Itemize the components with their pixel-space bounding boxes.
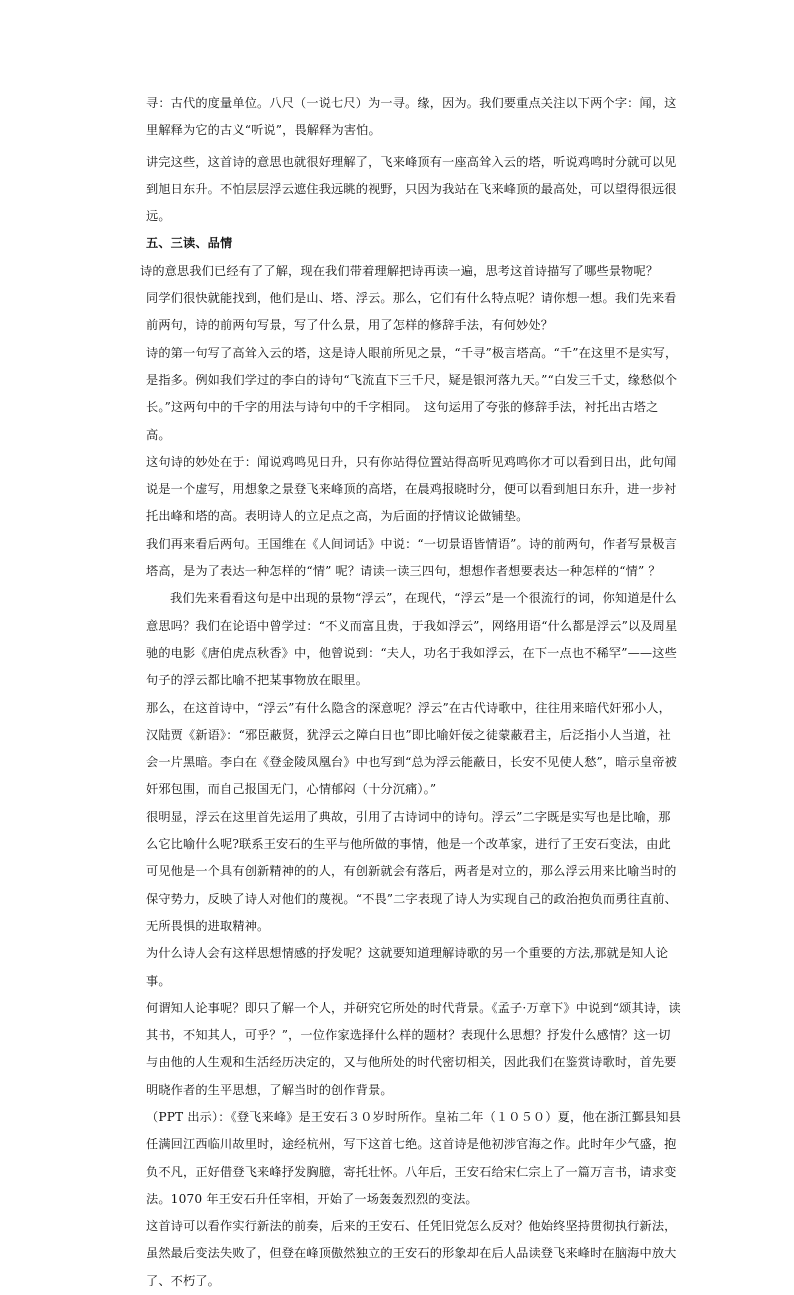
paragraph-wang-guowei: 我们再来看后两句。王国维在《人间词话》中说：“一切景语皆情语”。诗的前两句，作者写景极言塔高，是为了表达一种怎样的“情” 呢？请读一读三四句，想想作者想要表达一种怎样的“情” ？ bbox=[146, 536, 677, 579]
paragraph-meaning: 讲完这些，这首诗的意思也就很好理解了，飞来峰顶有一座高耸入云的塔，听说鸡鸣时分就可以见到旭日东升。不怕层层浮云遮住我远眺的视野，只因为我站在飞来峰顶的最高处，可以望得很远很远。 bbox=[146, 154, 677, 224]
paragraph-fuyun-ancient: 那么，在这首诗中，“浮云”有什么隐含的深意呢？浮云”在古代诗歌中，往往用来暗代奸邪小人，汉陆贾《新语》：“邪臣蔽贤，犹浮云之障白日也”即比喻奸佞之徒蒙蔽君主，后泛指小人当道，社会一片黑暗。李白在《登金陵凤凰台》中也写到“总为浮云能蔽日，长安不见使人愁”，暗示皇帝被奸邪包围，而自己报国无门，心情郁闷（十分沉痛）。” bbox=[146, 700, 677, 797]
document-page bbox=[140, 92, 682, 1295]
paragraph-fuyun-modern: 我们先来看看这句是中出现的景物“浮云”，在现代，“浮云”是一个很流行的词，你知道是什么意思吗？我们在论语中曾学过：“不义而富且贵，于我如浮云”，网络用语“什么都是浮云”以及周星驰的电影《唐伯虎点秋香》中，他曾说到：“夫人，功名于我如浮云，在下一点也不稀罕”——这些句子的浮云都比喻不把某事物放在眼里。 bbox=[146, 591, 678, 688]
paragraph-scenery: 同学们很快就能找到，他们是山、塔、浮云。那么，它们有什么特点呢？请你想一想。我们先来看前两句，诗的前两句写景，写了什么景，用了怎样的修辞手法，有何妙处？ bbox=[146, 291, 677, 333]
paragraph-second-line: 这句诗的妙处在于：闻说鸡鸣见日升，只有你站得位置站得高听见鸡鸣你才可以看到日出，此句闻说是一个虚写，用想象之景登飞来峰顶的高塔，在晨鸡报晓时分，便可以看到旭日东升，进一步衬托出峰和塔的高。表明诗人的立足点之高，为后面的抒情议论做铺垫。 bbox=[146, 454, 677, 524]
paragraph-fuyun-metaphor: 很明显，浮云在这里首先运用了典故，引用了古诗词中的诗句。浮云”二字既是实写也是比喻，那么它比喻什么呢?联系王安石的生平与他所做的事情，他是一个改革家，进行了王安石变法，由此可见他是一个具有创新精神的的人，有创新就会有落后，两者是对立的，那么浮云用来比喻当时的保守势力，反映了诗人对他们的蔑视。“不畏”二字表现了诗人为实现自己的政治抱负而勇往直前、无所畏惧的进取精神。 bbox=[146, 809, 677, 933]
paragraph-why: 为什么诗人会有这样思想情感的抒发呢？这就要知道理解诗歌的另一个重要的方法,那就是知人论事。 bbox=[146, 946, 669, 988]
paragraph-zhiren-lunshi: 何谓知人论事呢？即只了解一个人，并研究它所处的时代背景。《孟子·万章下》中说到“颂其诗，读其书，不知其人，可乎？”，一位作家选择什么样的题材？表现什么思想？抒发什么感情？这一切与由他的人生观和生活经历决定的，又与他所处的时代密切相关，因此我们在鉴赏诗歌时，首先要明晓作者的生平思想，了解当时的创作背景。 bbox=[146, 1000, 681, 1097]
paragraph-reread: 诗的意思我们已经有了了解，现在我们带着理解把诗再读一遍，思考这首诗描写了哪些景物呢？ bbox=[140, 263, 659, 278]
paragraph-definition: 寻：古代的度量单位。八尺（一说七尺）为一寻。缘，因为。我们要重点关注以下两个字：闻，这里解释为它的古义“听说”，畏解释为害怕。 bbox=[146, 96, 677, 138]
paragraph-conclusion: 这首诗可以看作实行新法的前奏，后来的王安石、任凭旧党怎么反对？他始终坚持贯彻执行新法，虽然最后变法失败了，但登在峰顶傲然独立的王安石的形象却在后人品读登飞来峰时在脑海中放大了、不朽了。 bbox=[146, 1219, 677, 1288]
paragraph-first-line: 诗的第一句写了高耸入云的塔，这是诗人眼前所见之景，“千寻”极言塔高。“千”在这里不是实写，是指多。例如我们学过的李白的诗句“飞流直下三千尺，疑是银河落九天。”“白发三千丈，缘愁似个长。”这两句中的千字的用法与诗句中的千字相同。 这句运用了夸张的修辞手法，衬托出古塔之高。 bbox=[146, 345, 678, 442]
paragraph-ppt-background: （PPT 出示）：《登飞来峰》是王安石３０岁时所作。皇祐二年（１０５０）夏，他在浙江鄞县知县任满回江西临川故里时，途经杭州，写下这首七绝。这首诗是他初涉官海之作。此时年少气盛，抱负不凡，正好借登飞来峰抒发胸臆，寄托壮怀。八年后，王安石给宋仁宗上了一篇万言书，请求变法。1070 年王安石升任宰相，开始了一场轰轰烈烈的变法。 bbox=[146, 1109, 681, 1206]
section-heading: 五、三读、品情 bbox=[146, 236, 233, 251]
